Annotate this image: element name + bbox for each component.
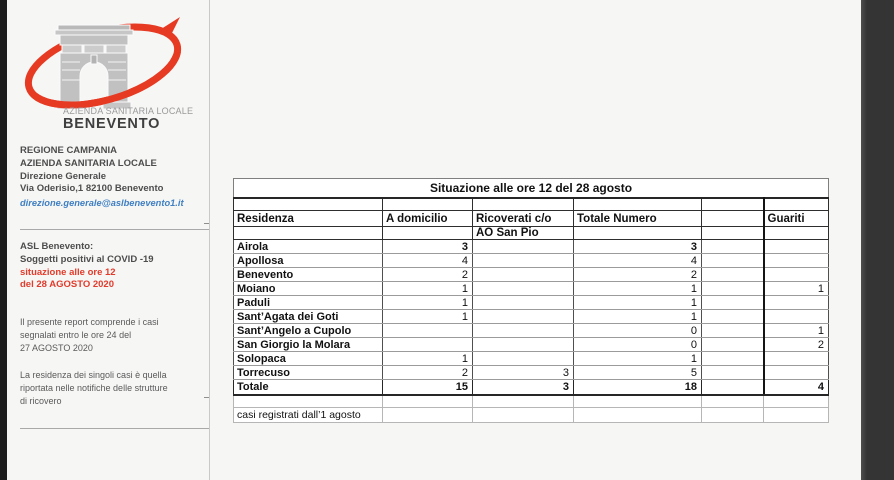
- cell-value: 1: [764, 282, 829, 296]
- cell-residenza: San Giorgio la Molara: [234, 338, 383, 352]
- cell-value: [473, 268, 574, 282]
- cell-value: [702, 338, 764, 352]
- cell-value: 2: [574, 268, 702, 282]
- col-header-blank: [702, 211, 764, 227]
- table-row: [234, 366, 829, 380]
- cell-residenza: Sant’Angelo a Cupolo: [234, 324, 383, 338]
- table-row: [234, 268, 829, 282]
- header-spacer-row: [234, 198, 829, 211]
- cell-value: 0: [574, 324, 702, 338]
- cell-value: 5: [574, 366, 702, 380]
- report-title-line: Soggetti positivi al COVID -19: [20, 253, 154, 265]
- col-header-ricoverati-line2: AO San Pio: [473, 227, 574, 240]
- table-title-row: [234, 179, 829, 198]
- cell-value: [702, 240, 764, 254]
- covid-table-body: [234, 240, 829, 380]
- address-line: Direzione Generale: [20, 170, 107, 182]
- table-row: [234, 310, 829, 324]
- cell-value: [764, 296, 829, 310]
- table-row: [234, 352, 829, 366]
- cell-value: [764, 240, 829, 254]
- cell-value: [702, 310, 764, 324]
- cell-value: 1: [574, 282, 702, 296]
- cell-value: [702, 268, 764, 282]
- cell-value: [702, 324, 764, 338]
- cell-residenza: Solopaca: [234, 352, 383, 366]
- address-line: AZIENDA SANITARIA LOCALE: [20, 157, 157, 169]
- table-row: [234, 254, 829, 268]
- total-cell: 15: [383, 380, 473, 395]
- note-report-period: [20, 316, 159, 354]
- total-cell: [702, 380, 764, 395]
- cell-value: [473, 338, 574, 352]
- cell-residenza: Paduli: [234, 296, 383, 310]
- cell-residenza: Torrecuso: [234, 366, 383, 380]
- cell-value: 1: [383, 296, 473, 310]
- note-line: di ricovero: [20, 395, 62, 406]
- cell-value: [764, 254, 829, 268]
- cell-value: [702, 296, 764, 310]
- cell-value: 1: [574, 352, 702, 366]
- header-row: [234, 211, 829, 227]
- cell-value: [702, 366, 764, 380]
- table-row: [234, 296, 829, 310]
- cell-value: 3: [574, 240, 702, 254]
- note-line: segnalati entro le ore 24 del: [20, 329, 132, 340]
- total-cell: 18: [574, 380, 702, 395]
- col-header-residenza: Residenza: [234, 211, 383, 227]
- cell-value: [473, 296, 574, 310]
- cell-residenza: Moiano: [234, 282, 383, 296]
- cell-value: [473, 240, 574, 254]
- note-residence: [20, 369, 168, 407]
- footnote-row: [234, 408, 829, 423]
- cell-value: [764, 352, 829, 366]
- left-bezel: [0, 0, 7, 480]
- cell-value: 4: [574, 254, 702, 268]
- table-title: Situazione alle ore 12 del 28 agosto: [234, 179, 829, 198]
- table-row: [234, 324, 829, 338]
- cell-value: 2: [383, 268, 473, 282]
- cell-residenza: Airola: [234, 240, 383, 254]
- logo-org-text: AZIENDA SANITARIA LOCALE: [63, 106, 194, 116]
- cell-value: 2: [764, 338, 829, 352]
- total-cell: 4: [764, 380, 829, 395]
- covid-situation-table: [233, 178, 829, 423]
- report-title-line: ASL Benevento:: [20, 241, 94, 252]
- email-link[interactable]: direzione.generale@aslbenevento1.it: [20, 198, 184, 209]
- note-line: Il presente report comprende i casi: [20, 317, 159, 327]
- cell-value: [473, 254, 574, 268]
- address-block: [20, 145, 184, 210]
- cell-value: 3: [473, 366, 574, 380]
- right-bezel: [861, 0, 894, 480]
- logo-city-text: BENEVENTO: [63, 116, 161, 132]
- cell-value: [702, 282, 764, 296]
- cell-value: [473, 352, 574, 366]
- cell-value: [473, 282, 574, 296]
- cell-value: [702, 352, 764, 366]
- blank-row: [234, 395, 829, 408]
- ruler-tick: [204, 397, 209, 398]
- cell-value: 0: [574, 338, 702, 352]
- table-row: [234, 240, 829, 254]
- ruler-tick: [204, 223, 209, 224]
- table-row: [234, 338, 829, 352]
- col-header-ricoverati: Ricoverati c/o: [473, 211, 574, 227]
- address-line: REGIONE CAMPANIA: [20, 145, 117, 156]
- col-header-guariti: Guariti: [764, 211, 829, 227]
- cell-value: [702, 254, 764, 268]
- note-line: riportata nelle notifiche delle strutture: [20, 382, 168, 393]
- header-row-2: [234, 227, 829, 240]
- address-line: Via Oderisio,1 82100 Benevento: [20, 183, 164, 195]
- cell-value: 4: [383, 254, 473, 268]
- cell-value: 1: [383, 310, 473, 324]
- report-title-line-red: del 28 AGOSTO 2020: [20, 279, 114, 291]
- cell-value: 1: [764, 324, 829, 338]
- sidebar-divider: [20, 229, 209, 230]
- report-title-line-red: situazione alle ore 12: [20, 266, 116, 278]
- table-footnote: casi registrati dall’1 agosto: [234, 408, 383, 423]
- cell-value: [473, 310, 574, 324]
- layout-divider-line: [209, 0, 210, 480]
- col-header-a-domicilio: A domicilio: [383, 211, 473, 227]
- cell-value: [473, 324, 574, 338]
- cell-value: 1: [574, 310, 702, 324]
- asl-benevento-logo: [22, 12, 188, 116]
- total-cell: 3: [473, 380, 574, 395]
- table-row: [234, 282, 829, 296]
- cell-value: [383, 338, 473, 352]
- cell-value: 1: [383, 352, 473, 366]
- cell-value: 1: [574, 296, 702, 310]
- cell-residenza: Benevento: [234, 268, 383, 282]
- report-title-block: [20, 241, 154, 292]
- cell-value: [383, 324, 473, 338]
- note-line: 27 AGOSTO 2020: [20, 342, 93, 353]
- note-line: La residenza dei singoli casi è quella: [20, 370, 167, 380]
- cell-value: [764, 366, 829, 380]
- cell-value: [764, 310, 829, 324]
- cell-residenza: Sant’Agata dei Goti: [234, 310, 383, 324]
- cell-value: 3: [383, 240, 473, 254]
- col-header-totale: Totale Numero: [574, 211, 702, 227]
- cell-value: [764, 268, 829, 282]
- cell-value: 1: [383, 282, 473, 296]
- total-label: Totale: [234, 380, 383, 395]
- sidebar-divider: [20, 428, 209, 429]
- total-row: [234, 380, 829, 395]
- document-page: [7, 0, 861, 480]
- cell-value: 2: [383, 366, 473, 380]
- cell-residenza: Apollosa: [234, 254, 383, 268]
